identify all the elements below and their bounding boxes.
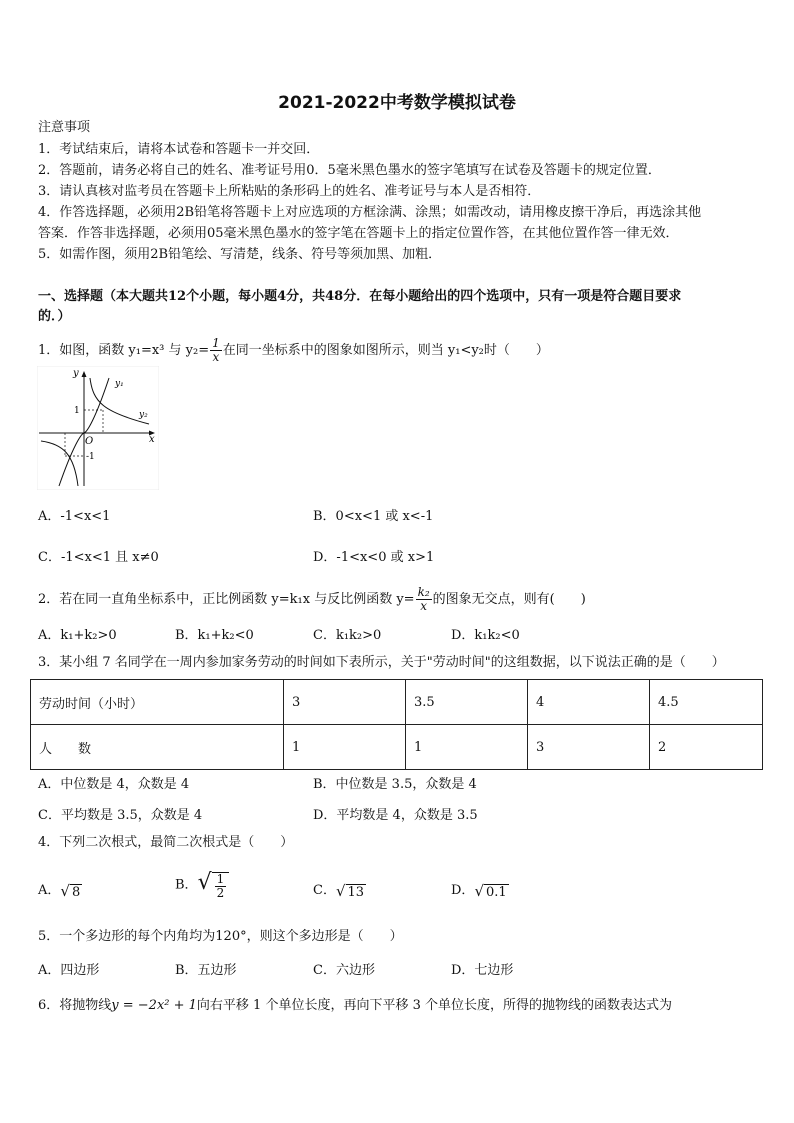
q6-text-after: 向右平移 1 个单位长度，再向下平移 3 个单位长度，所得的抛物线的函数表达式为	[196, 998, 672, 1013]
q2-option-d: D．k₁k₂<0	[451, 628, 520, 643]
notice-item-5: 5．如需作图，须用2B铅笔绘、写清楚，线条、符号等须加黑、加粗．	[38, 247, 442, 262]
question-6-stem	[38, 997, 672, 1015]
radical-icon: √	[60, 881, 70, 900]
q4-d-radicand: 0.1	[486, 884, 507, 900]
q4-option-d-label: D．	[451, 883, 475, 898]
q4-option-b-label: B．	[175, 877, 198, 893]
q1-fraction	[210, 337, 222, 364]
section-heading-cont: 的．）	[38, 309, 71, 324]
q4-option-d	[451, 879, 509, 900]
exam-title: 2021-2022中考数学模拟试卷	[278, 93, 516, 113]
question-3-stem: 3．某小组 7 名同学在一周内参加家务劳动的时间如下表所示，关于"劳动时间"的这组数据，以下说法正确的是（ ）	[38, 655, 725, 670]
question-1-stem	[38, 337, 549, 364]
q1-frac-num: 1	[212, 336, 220, 350]
notice-item-4-cont: 答案．作答非选择题，必须用05毫米黑色墨水的签字笔在答题卡上的指定位置作答，在其他位置作答一律无效．	[38, 226, 679, 241]
table-cell: 人 数	[31, 725, 284, 770]
x-axis-label: x	[149, 434, 155, 445]
q5-option-a: A．四边形	[38, 963, 100, 978]
question-5-stem: 5．一个多边形的每个内角均为120°，则这个多边形是（ ）	[38, 929, 403, 944]
notice-item-4: 4．作答选择题，必须用2B铅笔将答题卡上对应选项的方框涂满、涂黑；如需改动，请用橡皮擦干净后，再选涂其他	[38, 205, 702, 220]
table-row	[31, 680, 763, 725]
q2-text-before: 2．若在同一直角坐标系中，正比例函数 y=k₁x 与反比例函数 y=	[38, 592, 415, 607]
q2-text-after: 的图象无交点，则有( )	[432, 592, 586, 607]
radical-icon: √	[474, 881, 484, 900]
q5-option-d: D．七边形	[451, 963, 514, 978]
q3-option-b: B．中位数是 3.5，众数是 4	[313, 777, 477, 792]
radical-icon: √	[197, 870, 212, 895]
table-cell: 2	[650, 725, 763, 770]
q6-text-before: 6．将抛物线	[38, 998, 112, 1013]
table-cell: 1	[406, 725, 528, 770]
q2-option-c: C．k₁k₂>0	[313, 628, 382, 643]
question-4-stem: 4．下列二次根式，最简二次根式是（ ）	[38, 835, 294, 850]
q4-b-den: 2	[216, 885, 225, 900]
q1-text-after: 在同一坐标系中的图象如图所示，则当 y₁<y₂时（ ）	[222, 343, 549, 358]
table-cell: 3.5	[406, 680, 528, 725]
graph-frame	[37, 366, 159, 490]
q4-c-radicand: 13	[347, 884, 365, 900]
q4-option-a	[38, 879, 82, 900]
q5-option-b: B．五边形	[175, 963, 237, 978]
origin-label: O	[85, 436, 94, 447]
table-cell: 4.5	[650, 680, 763, 725]
q4-option-b	[175, 870, 229, 900]
y2-curve-label: y₂	[139, 410, 148, 420]
q1-option-d: D．-1<x<0 或 x>1	[313, 550, 435, 565]
y-tick-1: 1	[74, 406, 80, 416]
radical-icon: √	[335, 881, 346, 900]
q2-frac-num: k₂	[417, 585, 430, 599]
q1-graph-figure	[37, 366, 159, 490]
q4-option-c-label: C．	[313, 883, 336, 898]
y1-curve-label: y₁	[115, 379, 124, 389]
table-cell: 1	[284, 725, 406, 770]
q3-option-d: D．平均数是 4，众数是 3.5	[313, 808, 478, 823]
notice-item-3: 3．请认真核对监考员在答题卡上所粘贴的条形码上的姓名、准考证号与本人是否相符．	[38, 184, 541, 199]
q1-option-a: A．-1<x<1	[38, 509, 111, 524]
labor-time-table	[30, 679, 763, 770]
q2-option-b: B．k₁+k₂<0	[175, 628, 254, 643]
q1-option-b: B．0<x<1 或 x<-1	[313, 509, 434, 524]
q1-option-c: C．-1<x<1 且 x≠0	[38, 550, 159, 565]
q3-option-c: C．平均数是 3.5，众数是 4	[38, 808, 203, 823]
table-cell: 3	[284, 680, 406, 725]
q6-formula: y = −2x² + 1	[111, 998, 197, 1013]
table-cell: 4	[528, 680, 650, 725]
y-axis-label: y	[73, 368, 79, 379]
q1-frac-den: x	[212, 350, 220, 364]
q4-a-radicand: 8	[71, 884, 81, 900]
q1-text-before: 1．如图，函数 y₁=x³ 与 y₂=	[38, 343, 210, 358]
notice-heading: 注意事项	[38, 120, 91, 135]
table-cell: 劳动时间（小时）	[31, 680, 284, 725]
q2-frac-den: x	[420, 599, 427, 613]
q4-option-a-label: A．	[38, 883, 61, 898]
table-row	[31, 725, 763, 770]
q4-option-c	[313, 879, 366, 900]
q2-fraction	[416, 586, 432, 613]
question-2-stem	[38, 586, 586, 613]
y-tick-neg1: -1	[86, 452, 95, 462]
table-cell: 3	[528, 725, 650, 770]
q2-option-a: A．k₁+k₂>0	[38, 628, 117, 643]
section-heading: 一、选择题（本大题共12个小题，每小题4分，共48分．在每小题给出的四个选项中，只有一项是符合题目要求	[38, 289, 682, 304]
notice-item-1: 1．考试结束后，请将本试卷和答题卡一并交回．	[38, 142, 320, 157]
q4-b-num: 1	[216, 871, 225, 886]
q5-option-c: C．六边形	[313, 963, 375, 978]
q3-option-a: A．中位数是 4，众数是 4	[38, 777, 190, 792]
notice-item-2: 2．答题前，请务必将自己的姓名、准考证号用0．5毫米黑色墨水的签字笔填写在试卷及答题卡的规定位置．	[38, 163, 661, 178]
